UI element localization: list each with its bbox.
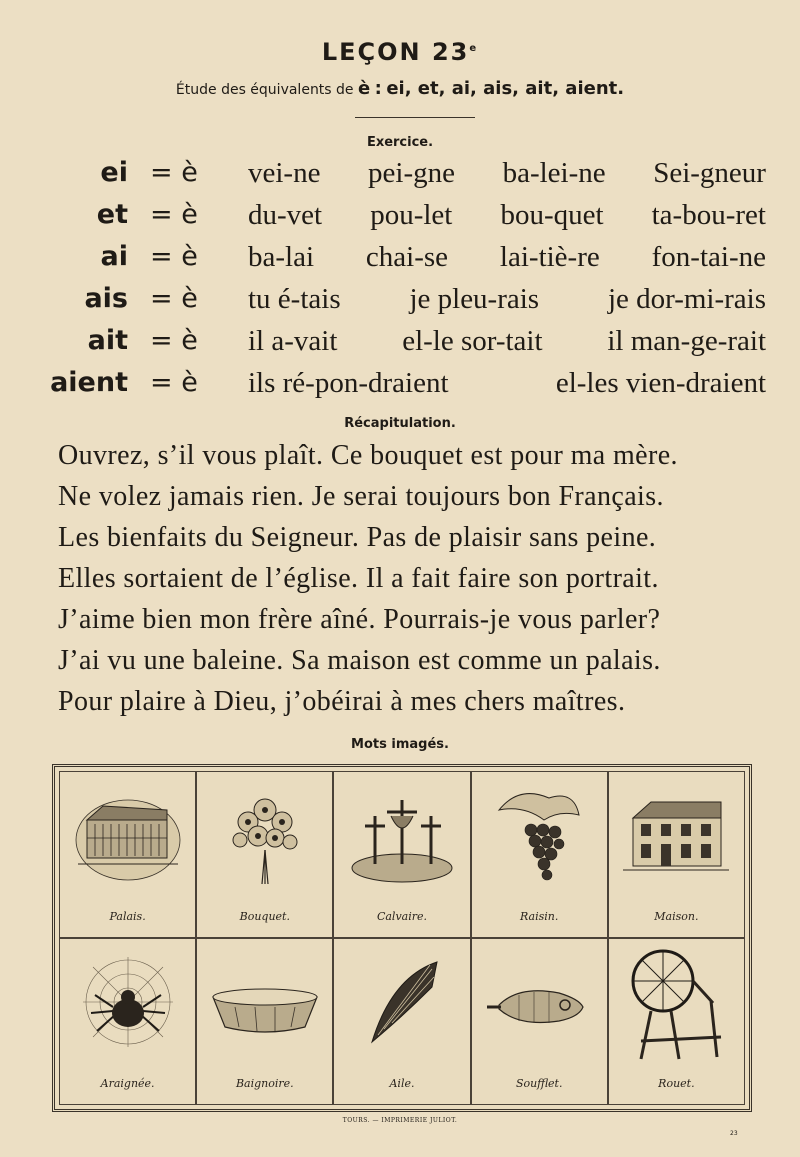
wing-icon	[352, 947, 452, 1057]
picture-label: Bouquet.	[239, 910, 290, 923]
exercise-equivalent: ai	[100, 241, 128, 272]
palace-icon	[73, 780, 183, 890]
exercise-row	[0, 199, 800, 241]
exercise-equivalent: ait	[87, 325, 128, 356]
exercise-equivalent: aient	[50, 367, 128, 398]
exercise-row	[0, 283, 800, 325]
subtitle-sep: :	[374, 78, 382, 99]
images-label: Mots imagés.	[351, 737, 449, 752]
house-icon	[621, 780, 731, 890]
exercise-equals: = è	[150, 199, 198, 230]
exercise-word: Sei-gneur	[653, 157, 766, 189]
exercise-equals: = è	[150, 241, 198, 272]
exercise-word: du-vet	[248, 199, 323, 231]
exercise-word: fon-tai-ne	[651, 241, 766, 273]
picture-label: Soufflet.	[515, 1077, 563, 1090]
exercise-equals: = è	[150, 283, 198, 314]
exercise-row	[0, 367, 800, 409]
recap-line: Pour plaire à Dieu, j’obéirai à mes chers maîtres.	[58, 686, 626, 717]
exercise-equals: = è	[150, 325, 198, 356]
exercise-word: je dor-mi-rais	[607, 283, 766, 315]
spinning-wheel-icon	[621, 941, 731, 1071]
picture-label: Aile.	[389, 1077, 415, 1090]
picture-label: Araignée.	[100, 1077, 155, 1090]
picture-label: Baignoire.	[235, 1077, 294, 1090]
exercise-equivalent: et	[96, 199, 128, 230]
bellows-icon	[479, 947, 599, 1057]
exercise-word: ta-bou-ret	[651, 199, 766, 231]
exercise-equivalent: ais	[84, 283, 128, 314]
picture-cell-bouquet	[196, 771, 333, 938]
recap-line: J’ai vu une baleine. Sa maison est comme un palais.	[58, 645, 661, 676]
exercise-words	[248, 367, 766, 400]
page-number: 23	[730, 1130, 738, 1137]
recap-line: Les bienfaits du Seigneur. Pas de plaisir sans peine.	[58, 522, 657, 553]
recap-line: Ouvrez, s’il vous plaît. Ce bouquet est pour ma mère.	[58, 440, 678, 471]
printer-credit: TOURS. — IMPRIMERIE JULIOT.	[342, 1117, 458, 1124]
recap-line: Elles sortaient de l’église. Il a fait faire son portrait.	[58, 563, 659, 594]
exercise-equals: = è	[150, 157, 198, 188]
picture-cell-araignee	[59, 938, 196, 1105]
exercise-word: je pleu-rais	[409, 283, 540, 315]
picture-label: Calvaire.	[376, 910, 428, 923]
exercise-word: il man-ge-rait	[607, 325, 766, 357]
exercise-equivalent: ei	[100, 157, 128, 188]
calvary-icon	[347, 780, 457, 890]
exercise-words	[248, 199, 766, 232]
picture-cell-raisin	[471, 771, 608, 938]
picture-label: Palais.	[109, 910, 146, 923]
exercise-words	[248, 283, 766, 316]
bouquet-icon	[220, 780, 310, 890]
exercise-equals: = è	[150, 367, 198, 398]
subtitle-list: ei, et, ai, ais, ait, aient.	[386, 78, 625, 99]
exercise-words	[248, 241, 766, 274]
exercise-word: vei-ne	[248, 157, 321, 189]
recap-line: J’aime bien mon frère aîné. Pourrais-je vous parler?	[58, 604, 661, 635]
title-divider	[355, 117, 475, 118]
picture-label: Maison.	[654, 910, 699, 923]
exercise-word: pou-let	[370, 199, 453, 231]
bathtub-icon	[205, 947, 325, 1057]
grapes-icon	[489, 780, 589, 890]
exercise-word: lai-tiè-re	[499, 241, 600, 273]
exercise-word: bou-quet	[500, 199, 604, 231]
spider-icon	[73, 947, 183, 1057]
exercise-word: tu é-tais	[248, 283, 341, 315]
exercise-row	[0, 325, 800, 367]
exercise-word: ba-lei-ne	[502, 157, 606, 189]
picture-cell-maison	[608, 771, 745, 938]
lesson-subtitle	[0, 78, 800, 99]
lesson-title-text: LEÇON 23	[321, 38, 470, 66]
picture-cell-rouet	[608, 938, 745, 1105]
exercise-words	[248, 325, 766, 358]
exercise-word: ba-lai	[248, 241, 315, 273]
picture-cell-baignoire	[196, 938, 333, 1105]
picture-cell-calvaire	[333, 771, 470, 938]
lesson-title	[0, 38, 800, 66]
picture-cell-palais	[59, 771, 196, 938]
subtitle-e: è	[358, 78, 371, 99]
picture-cell-aile	[333, 938, 470, 1105]
exercise-word: pei-gne	[368, 157, 456, 189]
exercise-word: chai-se	[365, 241, 449, 273]
picture-label: Raisin.	[520, 910, 559, 923]
exercise-label: Exercice.	[366, 135, 434, 150]
exercise-row	[0, 241, 800, 283]
lesson-title-sup: e	[469, 43, 479, 54]
recap-line: Ne volez jamais rien. Je serai toujours bon Français.	[58, 481, 664, 512]
picture-words-grid	[52, 764, 752, 1112]
exercise-word: ils ré-pon-draient	[248, 367, 449, 399]
subtitle-prefix: Étude des équivalents de	[175, 82, 354, 98]
picture-cell-soufflet	[471, 938, 608, 1105]
picture-label: Rouet.	[658, 1077, 695, 1090]
exercise-word: il a-vait	[248, 325, 338, 357]
exercise-word: el-le sor-tait	[402, 325, 543, 357]
exercise-word: el-les vien-draient	[555, 367, 766, 399]
recap-label: Récapitulation.	[344, 416, 456, 431]
exercise-words	[248, 157, 766, 190]
exercise-row	[0, 157, 800, 199]
